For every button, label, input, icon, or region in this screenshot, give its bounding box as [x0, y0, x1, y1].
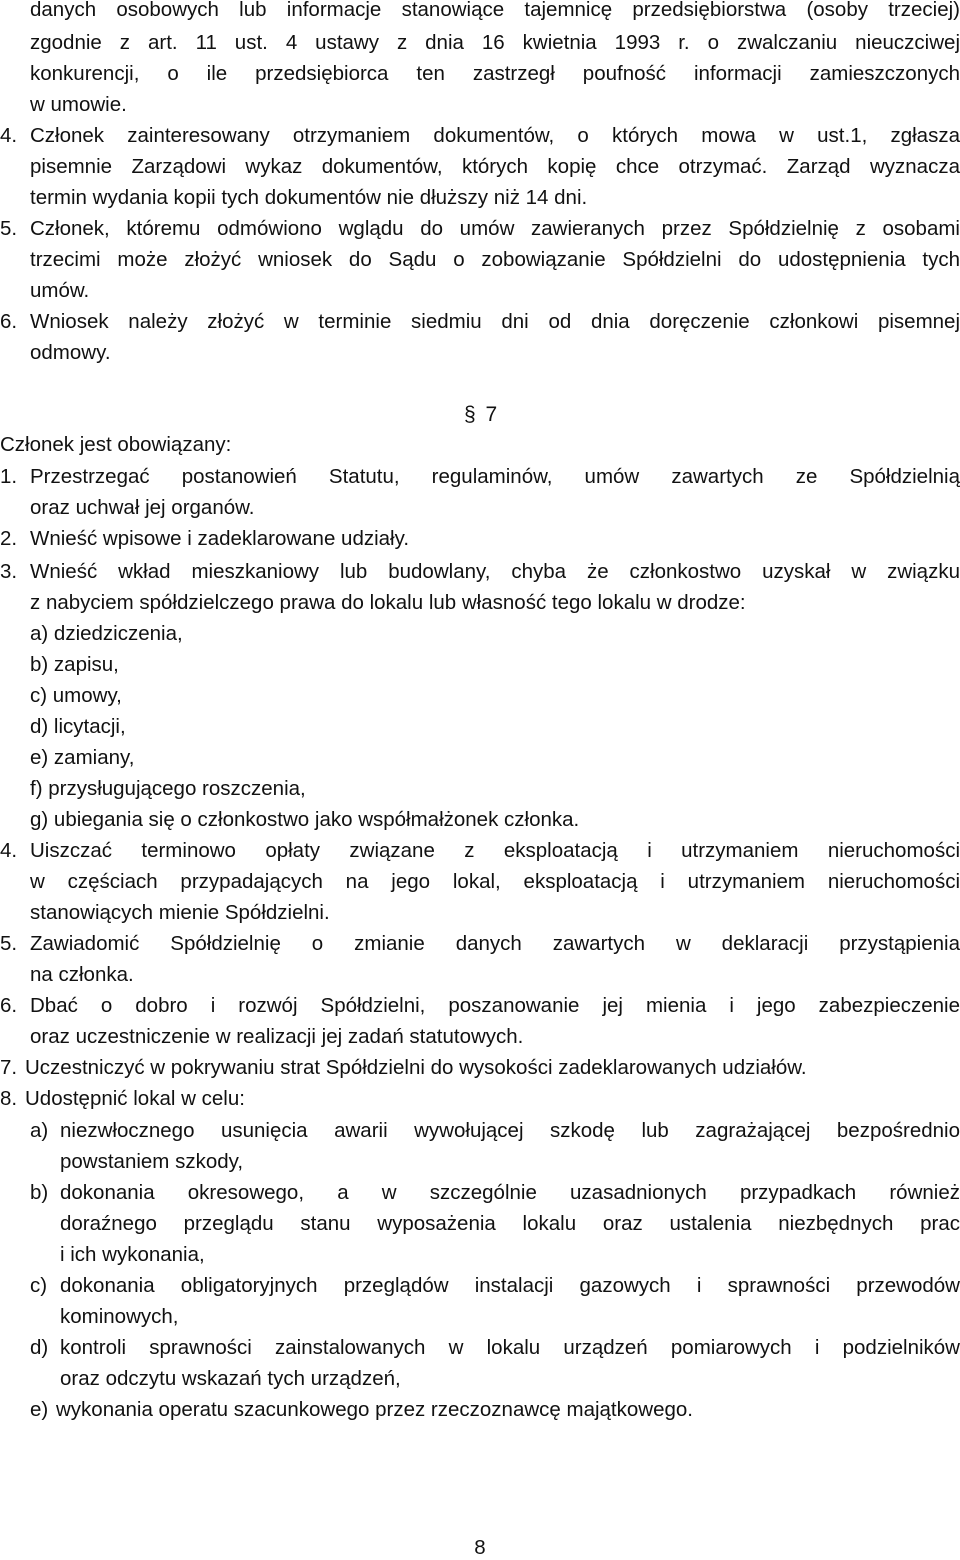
text-line: Wnieść wpisowe i zadeklarowane udziały. [30, 527, 410, 550]
text-line: zgodnie z art. 11 ust. 4 ustawy z dnia 16 kwietnia 1993 r. o zwalczaniu nieuczciwej [30, 31, 960, 54]
item-number: 3. [0, 560, 18, 583]
item-number: 8. [0, 1087, 18, 1110]
text-line: doraźnego przeglądu stanu wyposażenia lokalu oraz ustalenia niezbędnych prac [60, 1212, 960, 1235]
item-number: 5. [0, 217, 18, 240]
text-line: kontroli sprawności zainstalowanych w lokalu urządzeń pomiarowych i podzielników [60, 1336, 960, 1359]
page-number: 8 [474, 1536, 486, 1559]
text-line: Dbać o dobro i rozwój Spółdzielni, poszanowanie jej mienia i jego zabezpieczenie [30, 994, 960, 1017]
list-item: c) umowy, [30, 684, 122, 707]
text-line: termin wydania kopii tych dokumentów nie dłuższy niż 14 dni. [30, 186, 588, 209]
section-intro: Członek jest obowiązany: [0, 433, 232, 456]
text-line: w umowie. [30, 93, 127, 116]
text-line: kominowych, [60, 1305, 179, 1328]
list-item: a) dziedziczenia, [30, 622, 183, 645]
item-number: 5. [0, 932, 18, 955]
text-line: Zawiadomić Spółdzielnię o zmianie danych zawartych w deklaracji przystąpienia [30, 932, 960, 955]
section-number: 7 [485, 403, 498, 426]
item-number: 4. [0, 839, 18, 862]
text-line: Udostępnić lokal w celu: [25, 1087, 245, 1110]
text-line: stanowiących mienie Spółdzielni. [30, 901, 330, 924]
sub-item-label: b) [30, 1181, 49, 1204]
section-heading [464, 400, 497, 430]
item-number: 7. [0, 1056, 18, 1079]
item-number: 4. [0, 124, 18, 147]
text-line: oraz uczestniczenie w realizacji jej zadań statutowych. [30, 1025, 524, 1048]
text-line: oraz odczytu wskazań tych urządzeń, [60, 1367, 401, 1390]
text-line: dokonania okresowego, a w szczególnie uzasadnionych przypadkach również [60, 1181, 960, 1204]
text-line: Uczestniczyć w pokrywaniu strat Spółdzielni do wysokości zadeklarowanych udziałów. [25, 1056, 807, 1079]
text-line: z nabyciem spółdzielczego prawa do lokalu lub własność tego lokalu w drodze: [30, 591, 746, 614]
text-line: Członek zainteresowany otrzymaniem dokumentów, o których mowa w ust.1, zgłasza [30, 124, 960, 147]
item-number: 6. [0, 994, 18, 1017]
text-line: w częściach przypadających na jego lokal, eksploatacją i utrzymaniem nieruchomości [30, 870, 960, 893]
item-number: 2. [0, 527, 18, 550]
list-item: d) licytacji, [30, 715, 126, 738]
text-line: umów. [30, 279, 90, 302]
list-item: b) zapisu, [30, 653, 119, 676]
text-line: Wniosek należy złożyć w terminie siedmiu dni od dnia doręczenie członkowi pisemnej [30, 310, 960, 333]
text-line: Uiszczać terminowo opłaty związane z eksploatacją i utrzymaniem nieruchomości [30, 839, 960, 862]
list-item: f) przysługującego roszczenia, [30, 777, 306, 800]
item-number: 1. [0, 465, 18, 488]
sub-item-label: e) [30, 1398, 49, 1421]
text-line: na członka. [30, 963, 134, 986]
sub-item-label: c) [30, 1274, 48, 1297]
text-line: konkurencji, o ile przedsiębiorca ten zastrzegł poufność informacji zamieszczonych [30, 62, 960, 85]
text-line: Członek, któremu odmówiono wglądu do umów zawieranych przez Spółdzielnię z osobami [30, 217, 960, 240]
text-line: powstaniem szkody, [60, 1150, 244, 1173]
text-line: trzecimi może złożyć wniosek do Sądu o zobowiązanie Spółdzielni do udostępnienia tych [30, 248, 960, 271]
text-line: wykonania operatu szacunkowego przez rzeczoznawcę majątkowego. [56, 1398, 693, 1421]
text-line: dokonania obligatoryjnych przeglądów instalacji gazowych i sprawności przewodów [60, 1274, 960, 1297]
section-symbol: § [464, 403, 476, 426]
text-line: Wnieść wkład mieszkaniowy lub budowlany, chyba że członkostwo uzyskał w związku [30, 560, 960, 583]
text-line: Przestrzegać postanowień Statutu, regulaminów, umów zawartych ze Spółdzielnią [30, 465, 960, 488]
text-line: pisemnie Zarządowi wykaz dokumentów, których kopię chce otrzymać. Zarząd wyznacza [30, 155, 960, 178]
text-line: danych osobowych lub informacje stanowiące tajemnicę przedsiębiorstwa (osoby trzeciej) [30, 0, 960, 21]
text-line: odmowy. [30, 341, 111, 364]
text-line: i ich wykonania, [60, 1243, 205, 1266]
item-number: 6. [0, 310, 18, 333]
list-item: e) zamiany, [30, 746, 135, 769]
sub-item-label: d) [30, 1336, 49, 1359]
sub-item-label: a) [30, 1119, 49, 1142]
text-line: niezwłocznego usunięcia awarii wywołującej szkodę lub zagrażającej bezpośrednio [60, 1119, 960, 1142]
list-item: g) ubiegania się o członkostwo jako współmałżonek członka. [30, 808, 580, 831]
text-line: oraz uchwał jej organów. [30, 496, 255, 519]
